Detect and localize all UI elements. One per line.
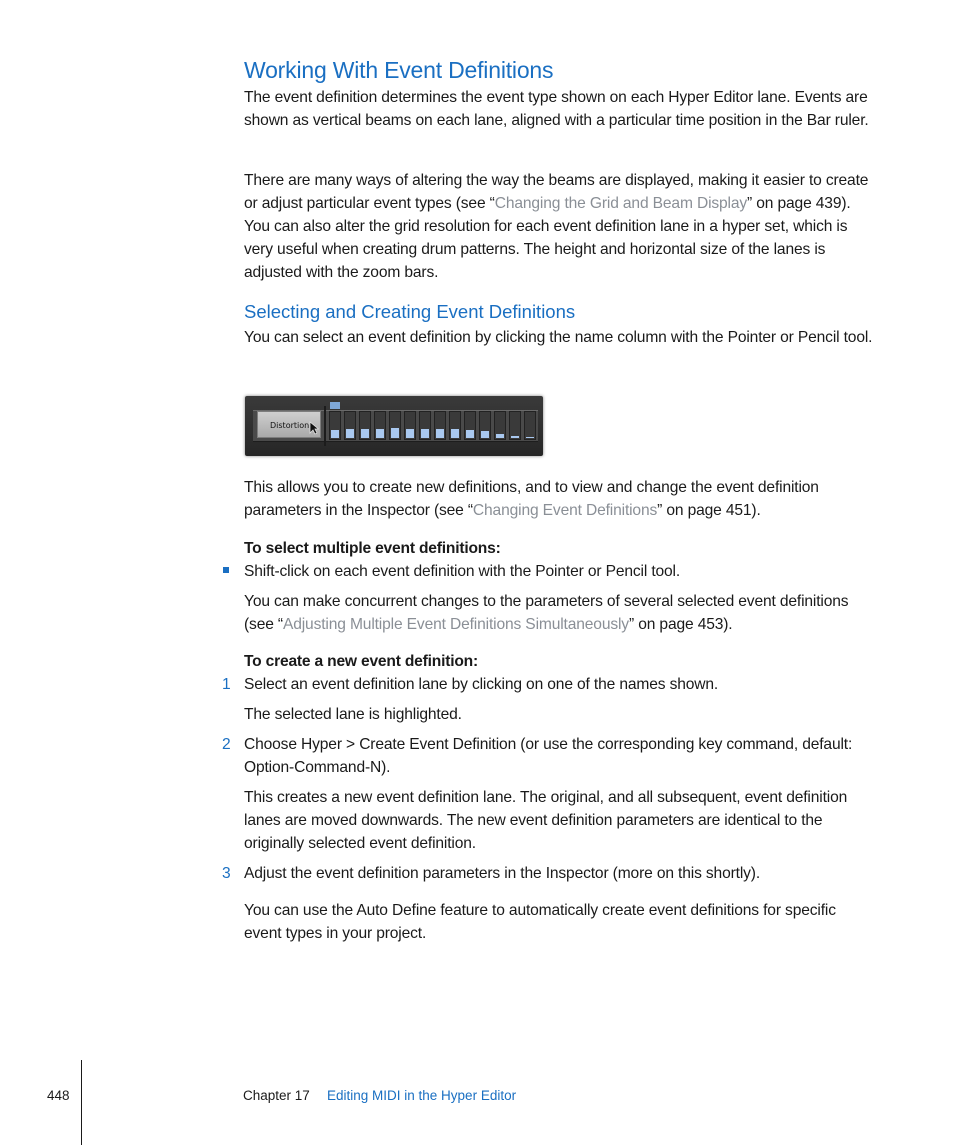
text-run: ” on page 453). [628,616,733,633]
step-number: 2 [222,736,231,753]
column-separator [324,406,326,446]
multiple-note-paragraph [244,590,874,636]
grid-cell[interactable] [434,411,446,440]
step-number: 1 [222,676,231,693]
event-beam [451,429,459,438]
beam-display-paragraph [244,169,874,284]
grid-cell[interactable] [359,411,371,440]
event-beam [496,434,504,438]
text-run: ” on page 451). [657,502,761,519]
auto-define-paragraph: You can use the Auto Define feature to automatically create event definitions for specific event types in your project. [244,902,836,942]
step-result: This creates a new event definition lane. The original, and all subsequent, event definition lanes are moved downwards. The new event definition parameters are identical to the originally selected event definition. [244,789,848,852]
step-result: The selected lane is highlighted. [244,706,462,723]
grid-cell[interactable] [479,411,491,440]
pointer-cursor-icon [309,421,319,435]
subsection-title: Selecting and Creating Event Definitions [244,301,576,322]
text-run: There are many ways of altering the way the beams are displayed, making it easier to create or adjust particular event types (see “ [244,172,869,212]
event-beam [436,429,444,438]
intro-paragraph: The event definition determines the event type shown on each Hyper Editor lane. Events are shown as vertical beams on each lane, aligned with a particular time position in the Bar ruler. [244,89,869,129]
hyper-editor-lane-screenshot [245,396,543,456]
grid-cell[interactable] [464,411,476,440]
link-changing-event-definitions[interactable]: Changing Event Definitions [472,502,658,519]
event-beam [511,436,519,438]
grid-cell[interactable] [419,411,431,440]
text-run: ” on page 439). You can also alter the grid resolution for each event definition lane in a hyper set, which is very useful when creating drum patterns. The height and horizontal size of the lanes is adjusted with the zoom bars. [244,195,851,281]
text-run: This allows you to create new definitions, and to view and change the event definition parameters in the Inspector (see “ [244,479,819,519]
link-changing-grid-beam-display[interactable]: Changing the Grid and Beam Display [494,195,748,212]
bullet-square-icon [223,567,229,573]
event-definition-name[interactable]: Distortion [257,411,321,438]
event-beam [481,431,489,438]
event-beam [466,430,474,438]
event-beam [406,429,414,438]
chapter-title: Editing MIDI in the Hyper Editor [327,1088,517,1103]
event-beam [331,430,339,438]
section-title: Working With Event Definitions [244,57,554,83]
grid-cell[interactable] [344,411,356,440]
step-text: Adjust the event definition parameters in the Inspector (more on this shortly). [244,865,761,882]
grid-cell[interactable] [329,411,341,440]
event-beam [391,428,399,438]
page-number: 448 [47,1088,70,1103]
grid-cell[interactable] [404,411,416,440]
selected-marker [330,402,340,409]
grid-cell[interactable] [374,411,386,440]
grid-cell[interactable] [389,411,401,440]
event-beam [361,429,369,438]
task-heading-create-new: To create a new event definition: [244,653,478,670]
grid-cell[interactable] [449,411,461,440]
event-beam [421,429,429,438]
bullet-item: Shift-click on each event definition with the Pointer or Pencil tool. [244,563,681,580]
select-paragraph: You can select an event definition by clicking the name column with the Pointer or Pencil tool. [244,329,873,346]
task-heading-select-multiple: To select multiple event definitions: [244,540,501,557]
step-text: Select an event definition lane by clicking on one of the names shown. [244,676,719,693]
grid-cell[interactable] [524,411,536,440]
step-number: 3 [222,865,231,882]
inspector-paragraph [244,476,874,522]
event-beam [346,429,354,438]
step-text: Choose Hyper > Create Event Definition (or use the corresponding key command, default: Option-Command-N). [244,736,853,776]
event-beam [526,437,534,438]
grid-cell[interactable] [509,411,521,440]
link-adjusting-multiple-event-definitions[interactable]: Adjusting Multiple Event Definitions Simultaneously [282,616,629,633]
text-run: You can make concurrent changes to the parameters of several selected event definitions (see “ [244,593,849,633]
footer-divider [81,1060,82,1145]
grid-cell[interactable] [494,411,506,440]
event-beam [376,429,384,438]
chapter-label: Chapter 17 [243,1088,310,1103]
